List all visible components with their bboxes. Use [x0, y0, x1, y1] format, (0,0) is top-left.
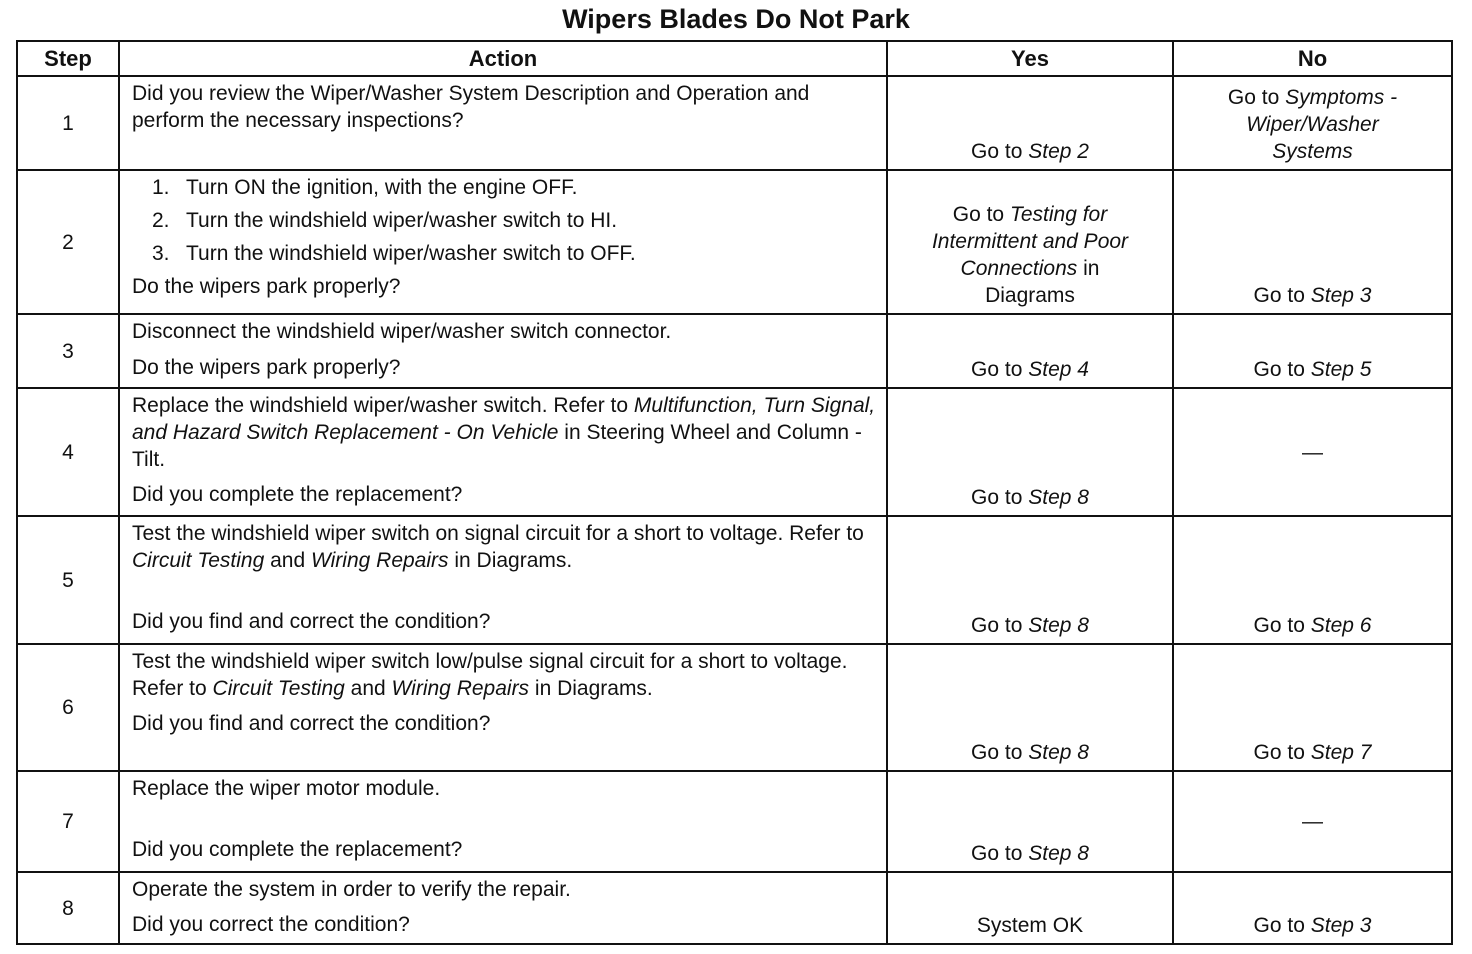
no-cell [1173, 516, 1452, 644]
list-item: 3. Turn the windshield wiper/washer switch to OFF. [152, 242, 636, 265]
dash-text: — [1302, 440, 1323, 464]
step-link[interactable]: Step 8 [1028, 614, 1089, 637]
table-row [17, 76, 1452, 170]
no-cell [1173, 388, 1452, 516]
action-cell [119, 771, 887, 872]
list-item-text: Turn ON the ignition, with the engine OFF. [186, 176, 578, 199]
yes-cell [887, 644, 1173, 771]
action-cell [119, 314, 887, 388]
goto-text: Go to [1253, 284, 1311, 307]
header-action: Action [119, 41, 887, 76]
action-text [132, 394, 875, 471]
action-cell [119, 170, 887, 314]
question-text: Do the wipers park properly? [132, 356, 401, 379]
page-title: Wipers Blades Do Not Park [562, 4, 910, 34]
action-text-part: in Diagrams. [448, 549, 573, 572]
action-cell [119, 76, 887, 170]
goto-text: Go to [1253, 614, 1311, 637]
no-cell [1173, 872, 1452, 944]
no-cell [1173, 644, 1452, 771]
action-cell [119, 388, 887, 516]
step-link[interactable]: Step 8 [1028, 486, 1089, 509]
action-text: Replace the wiper motor module. [132, 777, 441, 800]
yes-cell [887, 771, 1173, 872]
action-text-part: and [264, 549, 311, 572]
step-number: 2 [17, 170, 119, 314]
yes-cell [887, 516, 1173, 644]
step-link[interactable]: Step 8 [1028, 842, 1089, 865]
question-text: Do the wipers park properly? [132, 275, 401, 298]
circuit-testing-link[interactable]: Circuit Testing [212, 677, 345, 700]
question-text: Did you complete the replacement? [132, 838, 463, 861]
no-cell [1173, 314, 1452, 388]
symptoms-link[interactable]: Symptoms - Wiper/Washer Systems [1246, 86, 1398, 163]
step-link[interactable]: Step 2 [1028, 140, 1089, 163]
table-row [17, 388, 1452, 516]
question-text: Did you find and correct the condition? [132, 610, 491, 633]
action-text-part: Test the windshield wiper switch on signal circuit for a short to voltage. Refer to [132, 522, 864, 545]
circuit-testing-link[interactable]: Circuit Testing [132, 549, 265, 572]
action-cell [119, 872, 887, 944]
action-cell [119, 644, 887, 771]
action-text [132, 522, 864, 572]
list-item: 1. Turn ON the ignition, with the engine OFF. [152, 176, 578, 199]
action-text: Did you review the Wiper/Washer System Description and Operation and perform the necessary inspections? [132, 82, 810, 132]
header-step: Step [17, 41, 119, 76]
header-no: No [1173, 41, 1452, 76]
goto-suffix: in Diagrams [985, 257, 1100, 307]
table-row [17, 170, 1452, 314]
no-cell [1173, 76, 1452, 170]
goto-text: Go to [1253, 914, 1311, 937]
question-text: Did you find and correct the condition? [132, 712, 491, 735]
goto-text: Go to [971, 614, 1029, 637]
header-row [17, 41, 1452, 76]
step-number: 6 [17, 644, 119, 771]
list-item-text: Turn the windshield wiper/washer switch to OFF. [186, 242, 636, 265]
step-link[interactable]: Step 3 [1310, 284, 1372, 307]
step-number: 7 [17, 771, 119, 872]
goto-text: Go to [971, 486, 1029, 509]
step-link[interactable]: Step 3 [1310, 914, 1372, 937]
dash-text: — [1302, 810, 1323, 833]
action-text-part: in Diagrams. [529, 677, 653, 700]
action-text: Operate the system in order to verify the repair. [132, 878, 571, 901]
no-cell [1173, 170, 1452, 314]
yes-cell [887, 76, 1173, 170]
goto-text: Go to [971, 358, 1029, 381]
yes-cell [887, 388, 1173, 516]
goto-text: Go to [1227, 86, 1286, 109]
action-text-part: Replace the windshield wiper/washer switch. Refer to [132, 394, 634, 417]
goto-text: Go to [952, 203, 1010, 226]
table-row [17, 314, 1452, 388]
goto-text: Go to [1253, 358, 1311, 381]
table-row [17, 516, 1452, 644]
question-text: Did you complete the replacement? [132, 483, 463, 506]
result-text: System OK [976, 914, 1084, 937]
action-text-part: and [344, 677, 392, 700]
goto-text: Go to [971, 741, 1029, 764]
table-row [17, 644, 1452, 771]
list-item-text: Turn the windshield wiper/washer switch to HI. [186, 209, 618, 232]
no-cell [1173, 771, 1452, 872]
step-number: 8 [17, 872, 119, 944]
question-text: Did you correct the condition? [132, 913, 410, 936]
action-text-part: Test the windshield wiper switch low/pulse signal circuit for a short to voltage. Refer to [132, 650, 848, 700]
goto-text: Go to [1253, 741, 1311, 764]
diagnostic-table [16, 40, 1453, 945]
list-item: 2. Turn the windshield wiper/washer switch to HI. [152, 209, 618, 232]
reference-link[interactable]: Multifunction, Turn Signal, and Hazard Switch Replacement - On Vehicle [132, 394, 876, 444]
yes-cell [887, 170, 1173, 314]
yes-cell [887, 872, 1173, 944]
action-text [132, 650, 848, 700]
goto-text: Go to [971, 842, 1029, 865]
testing-link[interactable]: Testing for Intermittent and Poor Connections [931, 203, 1129, 280]
table-row [17, 771, 1452, 872]
step-number: 3 [17, 314, 119, 388]
table-row [17, 872, 1452, 944]
header-yes: Yes [887, 41, 1173, 76]
step-number: 1 [17, 76, 119, 170]
step-number: 4 [17, 388, 119, 516]
action-cell [119, 516, 887, 644]
action-text-part: in Steering Wheel and Column - Tilt. [132, 421, 862, 471]
wiring-repairs-link[interactable]: Wiring Repairs [391, 677, 530, 700]
action-text: Disconnect the windshield wiper/washer switch connector. [132, 320, 672, 343]
step-link[interactable]: Step 5 [1310, 358, 1372, 381]
yes-cell [887, 314, 1173, 388]
step-number: 5 [17, 516, 119, 644]
step-link[interactable]: Step 6 [1310, 614, 1372, 637]
step-link[interactable]: Step 4 [1028, 358, 1089, 381]
wiring-repairs-link[interactable]: Wiring Repairs [311, 549, 449, 572]
goto-text: Go to [971, 140, 1029, 163]
step-link[interactable]: Step 8 [1028, 741, 1089, 764]
step-link[interactable]: Step 7 [1310, 741, 1372, 764]
